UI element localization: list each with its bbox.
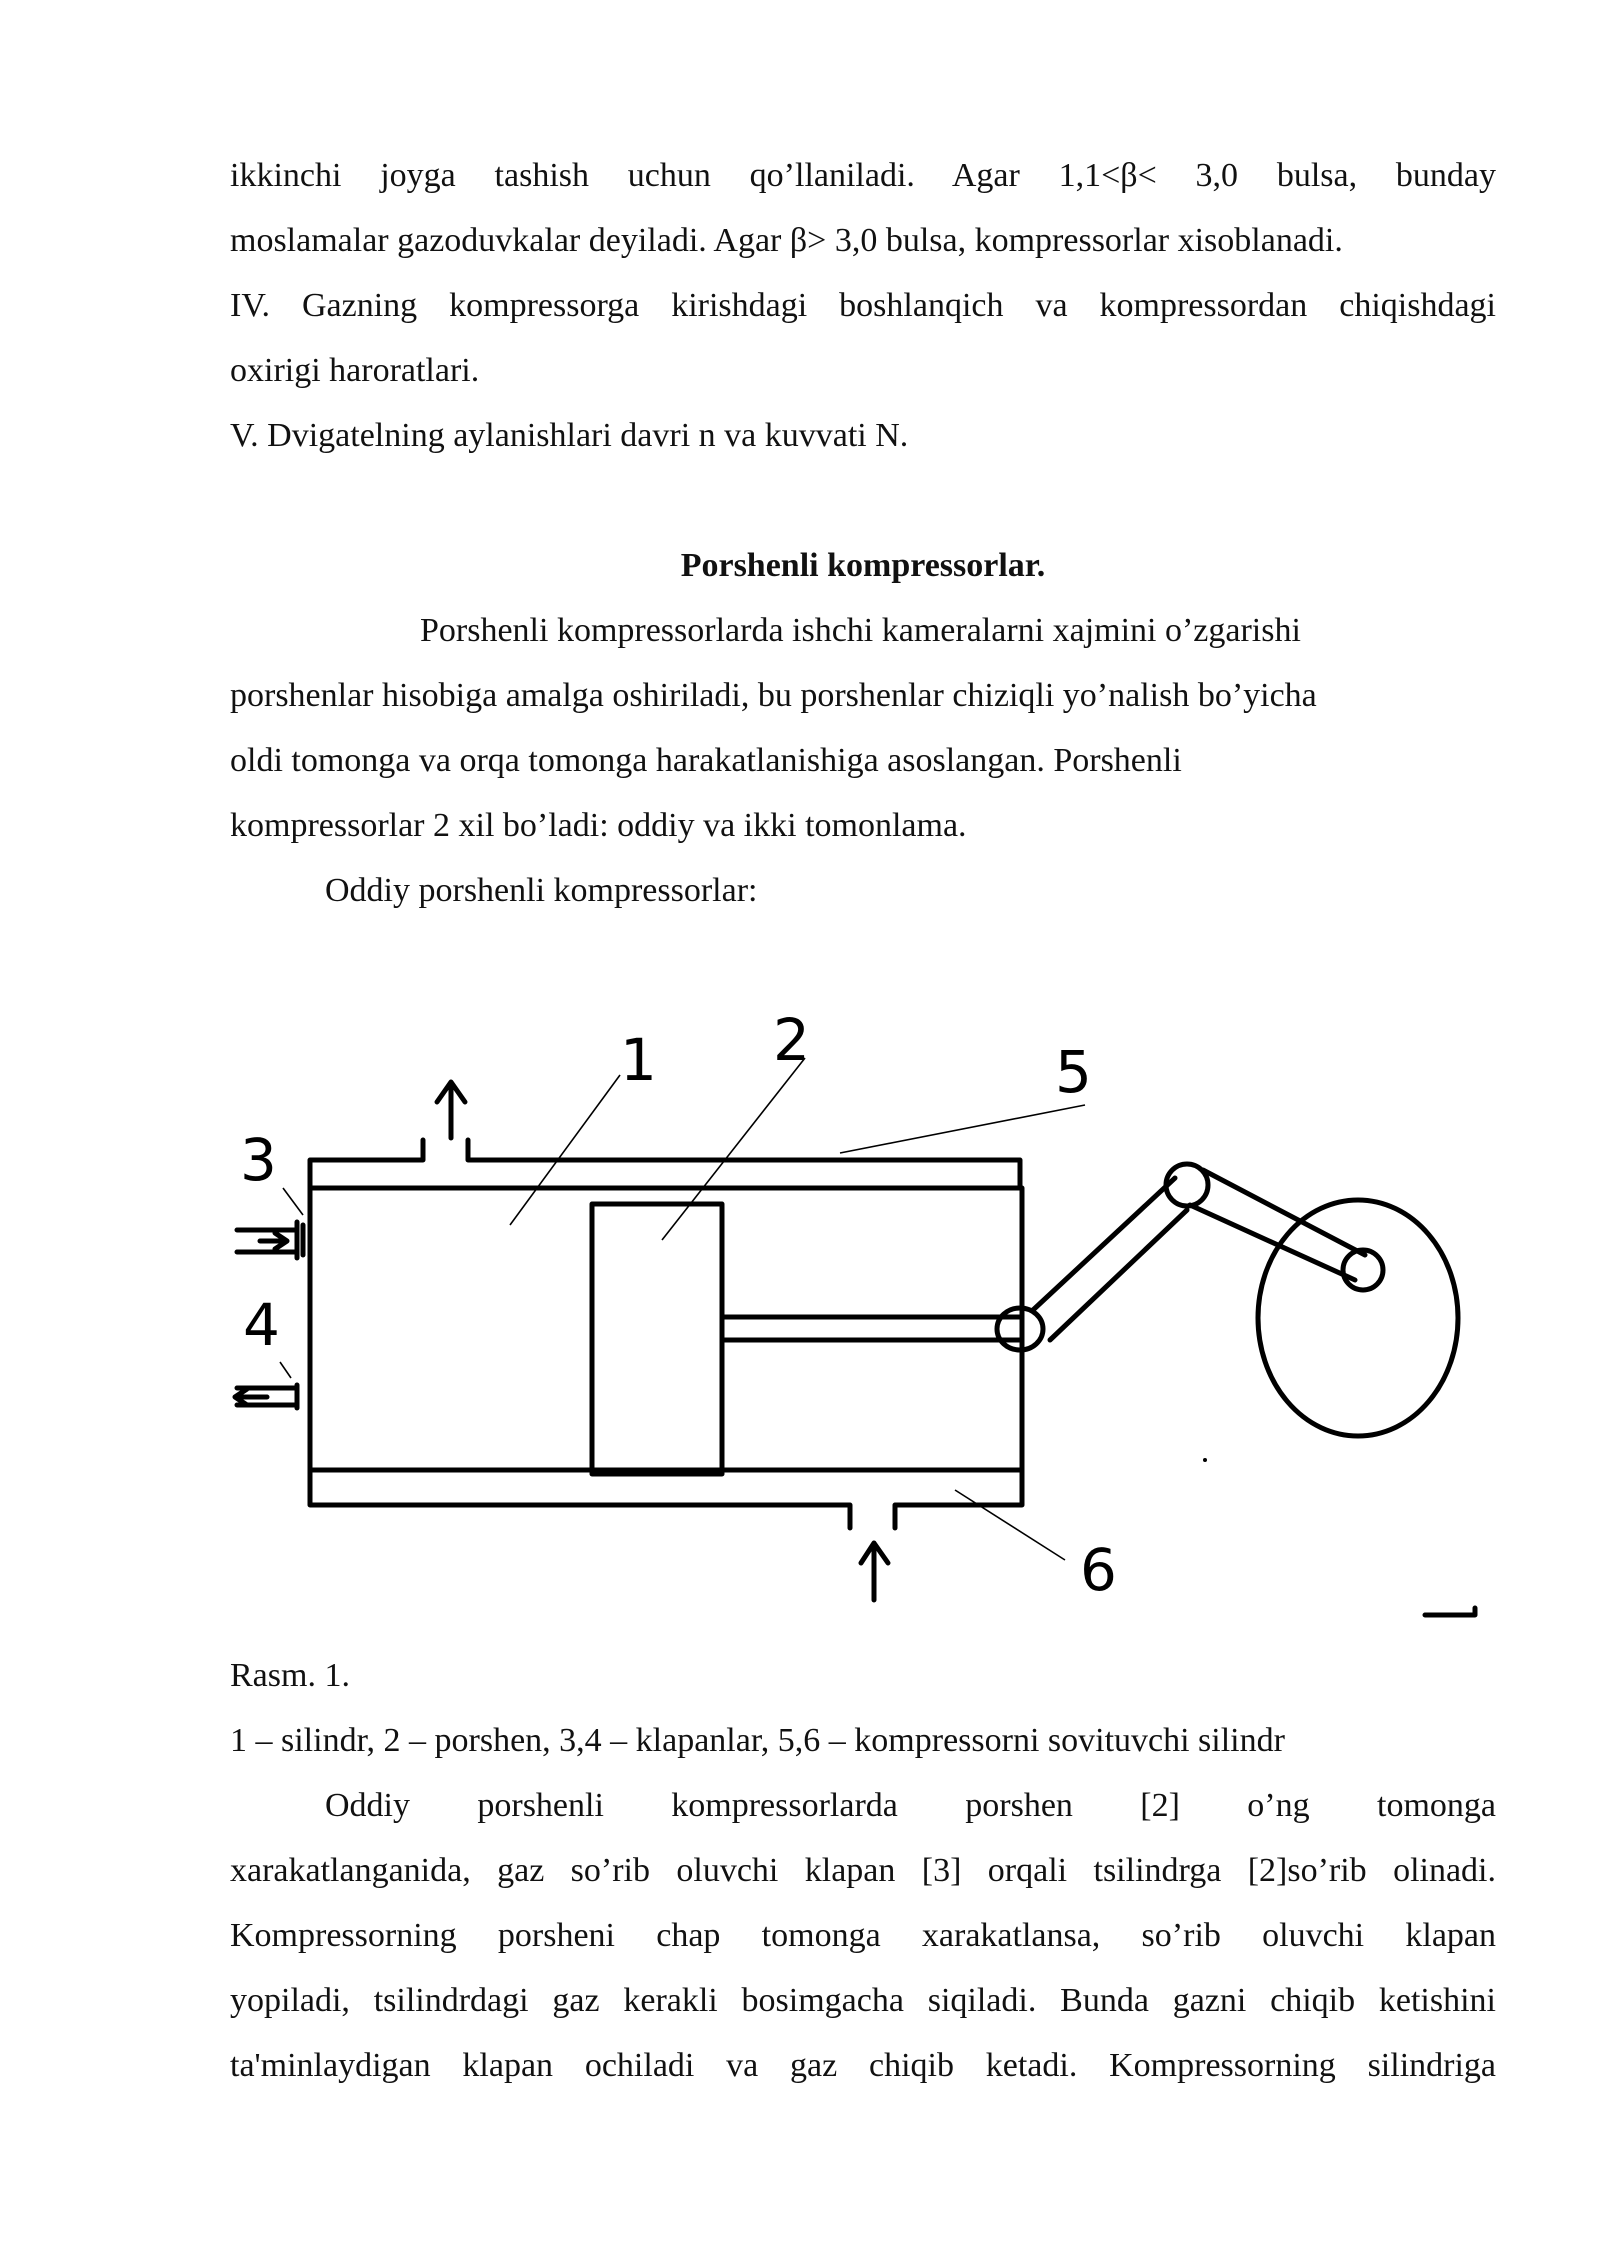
compressor-diagram-svg (225, 1010, 1515, 1650)
paragraph-line: xarakatlanganida, gaz so’rib oluvchi klapan [3] orqali tsilindrga [2]so’rib olinadi. (230, 1852, 1496, 1889)
stray-dot (1203, 1458, 1207, 1462)
paragraph-line: porshenlar hisobiga amalga oshiriladi, bu porshenlar chiziqli yo’nalish bo’yicha (230, 677, 1317, 714)
leader-line-6 (955, 1490, 1065, 1560)
paragraph-line: kompressorlar 2 xil bo’ladi: oddiy va ikki tomonlama. (230, 807, 967, 844)
jacket-bottom-left-wall (310, 1470, 850, 1528)
label-3: 3 (240, 1126, 277, 1194)
end-mark (1425, 1608, 1475, 1615)
jacket-top-left-wall (310, 1140, 423, 1185)
paragraph-line: ta'minlaydigan klapan ochiladi va gaz chiqib ketadi. Kompressorning silindriga (230, 2047, 1496, 2084)
label-6: 6 (1080, 1536, 1117, 1604)
label-1: 1 (620, 1026, 657, 1094)
paragraph-line: Kompressorning porsheni chap tomonga xarakatlansa, so’rib oluvchi klapan (230, 1917, 1496, 1954)
jacket-bottom-right-wall (895, 1490, 1022, 1528)
paragraph-line: Oddiy porshenli kompressorlarda porshen [2] o’ng tomonga (325, 1787, 1496, 1824)
paragraph-line: Porshenli kompressorlarda ishchi kameralarni xajmini o’zgarishi (420, 612, 1301, 649)
valve-4-arrow-icon (235, 1388, 297, 1405)
connecting-rod (1033, 1178, 1187, 1340)
paragraph-line: moslamalar gazoduvkalar deyiladi. Agar β> 3,0 bulsa, kompressorlar xisoblanadi. (230, 222, 1343, 259)
label-5: 5 (1055, 1038, 1092, 1106)
leader-line-2 (662, 1058, 805, 1240)
piston-rod (722, 1317, 1022, 1340)
compressor-diagram (225, 1010, 1515, 1650)
valve-3-arrow-icon (237, 1230, 297, 1252)
paragraph-line: V. Dvigatelning aylanishlari davri n va kuvvati N. (230, 417, 909, 454)
label-2: 2 (773, 1010, 810, 1074)
leader-line-5 (840, 1105, 1085, 1153)
paragraph-line: yopiladi, tsilindrdagi gaz kerakli bosimgacha siqiladi. Bunda gazni chiqib ketishini (230, 1982, 1496, 2019)
paragraph-line: ikkinchi joyga tashish uchun qo’llaniladi. Agar 1,1<β< 3,0 bulsa, bunday (230, 157, 1496, 194)
paragraph-line: oldi tomonga va orqa tomonga harakatlanishiga asoslangan. Porshenli (230, 742, 1182, 779)
paragraph-line: IV. Gazning kompressorga kirishdagi boshlanqich va kompressordan chiqishdagi (230, 287, 1496, 324)
figure-caption-legend: 1 – silindr, 2 – porshen, 3,4 – klapanlar, 5,6 – kompressorni sovituvchi silindr (230, 1722, 1285, 1759)
inlet-arrow-icon (861, 1543, 888, 1600)
paragraph-line: oxirigi haroratlari. (230, 352, 480, 389)
piston (592, 1204, 722, 1474)
crank-arm (1190, 1170, 1365, 1280)
subheading: Oddiy porshenli kompressorlar: (325, 872, 758, 909)
section-heading: Porshenli kompressorlar. (680, 547, 1046, 584)
leader-line-3 (283, 1188, 303, 1215)
leader-line-4 (280, 1362, 291, 1378)
jacket-top-right-wall (468, 1140, 1020, 1188)
flywheel (1258, 1200, 1458, 1436)
figure-caption-number: Rasm. 1. (230, 1657, 350, 1694)
outlet-arrow-icon (437, 1082, 465, 1138)
label-4: 4 (243, 1291, 280, 1359)
